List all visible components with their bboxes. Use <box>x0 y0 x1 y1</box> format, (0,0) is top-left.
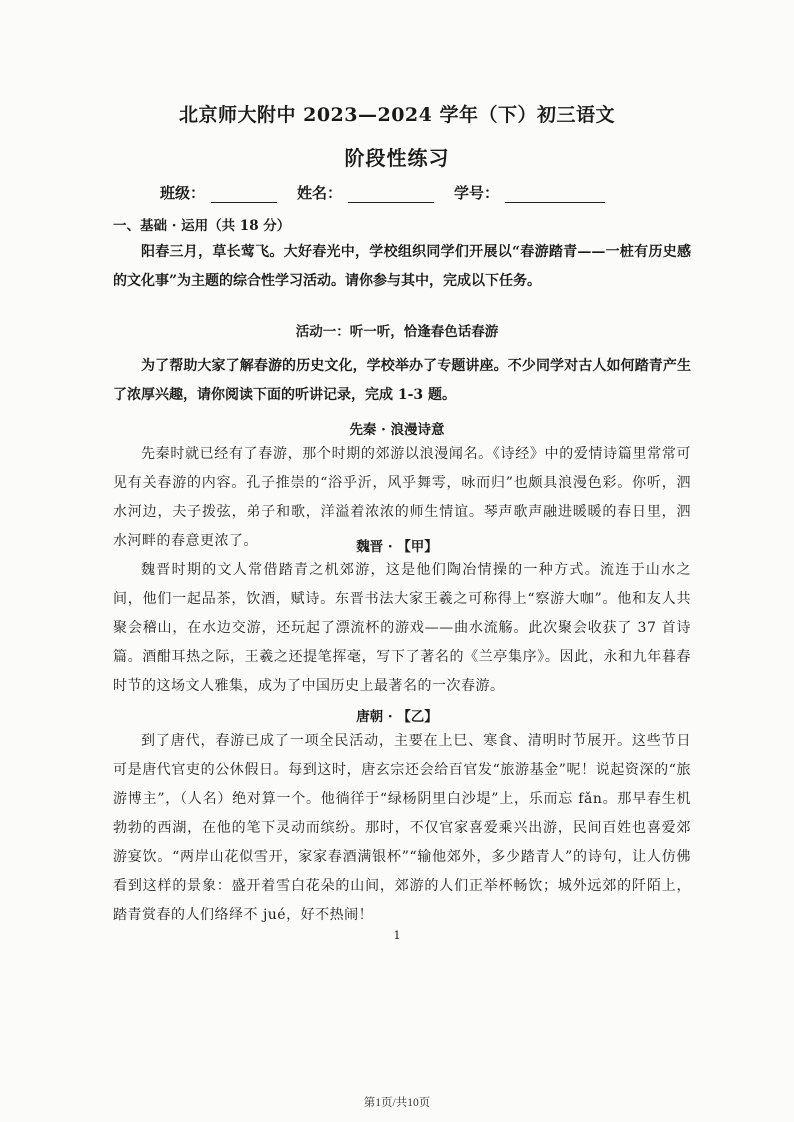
activity-paragraph: 为了帮助大家了解春游的历史文化，学校举办了专题讲座。不少同学对古人如何踏青产生了浓厚兴趣，请你阅读下面的听讲记录，完成 1-3 题。 <box>113 358 691 403</box>
activity-heading: 活动一：听一听，恰逢春色话春游 <box>295 324 499 340</box>
section-intro-paragraph: 阳春三月，草长莺飞。大好春光中，学校组织同学们开展以“春游踏青——一桩有历史感的文化事”为主题的综合性学习活动。请你参与其中，完成以下任务。 <box>113 244 691 289</box>
era-paragraph-weijin: 魏晋时期的文人常借踏青之机郊游，这是他们陶冶情操的一种方式。流连于山水之间，他们一起品茶，饮酒，赋诗。东晋书法大家王羲之可称得上“察游大咖”。他和友人共聚会稽山，在水边交游，还玩起了漂流杯的游戏——曲水流觞。此次聚会收获了 37 首诗篇。酒酣耳热之际，王羲之还提笔挥毫，写下了著名的《兰亭集序》。因此，永和九年暮春时节的这场文人雅集，成为了中国历史上最著名的一次春游。 <box>113 562 691 694</box>
student-info-line <box>160 182 680 203</box>
era-heading-xianqin: 先秦 · 浪漫诗意 <box>349 422 445 438</box>
page-footer: 第1页/共10页 <box>363 1097 431 1109</box>
era-heading-tang: 唐朝 · 【乙】 <box>356 709 438 725</box>
class-label: 班级： <box>160 184 206 202</box>
exam-subtitle: 阶段性练习 <box>344 146 450 170</box>
era-paragraph-tang: 到了唐代，春游已成了一项全民活动，主要在上巳、寒食、清明时节展开。这些节日可是唐代官吏的公休假日。每到这时，唐玄宗还会给百官发“旅游基金”呢！说起资深的“旅游博主”，（人名）绝对算一个。他徜徉于“绿杨阴里白沙堤”上，乐而忘 fǎn。那早春生机勃勃的西湖，在他的笔下灵动而缤纷。那时，不仅官家喜爱乘兴出游，民间百姓也喜爱郊游宴饮。“两岸山花似雪开，家家春酒满银杯”“输他郊外，多少踏青人”的诗句，让人仿佛看到这样的景象：盛开着雪白花朵的山间，郊游的人们正举杯畅饮；城外远郊的阡陌上，踏青赏春的人们络绎不 jué，好不热闹！ <box>113 733 691 923</box>
name-label: 姓名： <box>297 184 343 202</box>
class-blank[interactable] <box>211 186 277 203</box>
page-number: 1 <box>393 929 401 942</box>
id-label: 学号： <box>454 184 500 202</box>
exam-title: 北京师大附中 2023—2024 学年（下）初三语文 <box>179 104 615 126</box>
section-heading: 一、基础 · 运用（共 18 分） <box>113 218 291 234</box>
era-paragraph-xianqin: 先秦时就已经有了春游，那个时期的郊游以浪漫闻名。《诗经》中的爱情诗篇里常常可见有关春游的内容。孔子推崇的“浴乎沂，风乎舞雩，咏而归”也颇具浪漫色彩。你听，泗水河边，夫子拨弦，弟子和歌，洋溢着浓浓的师生情谊。琴声歌声融进暖暖的春日里，泗水河畔的春意更浓了。 <box>113 446 691 549</box>
name-blank[interactable] <box>348 186 434 203</box>
era-heading-weijin: 魏晋 · 【甲】 <box>356 539 438 555</box>
id-blank[interactable] <box>505 186 605 203</box>
